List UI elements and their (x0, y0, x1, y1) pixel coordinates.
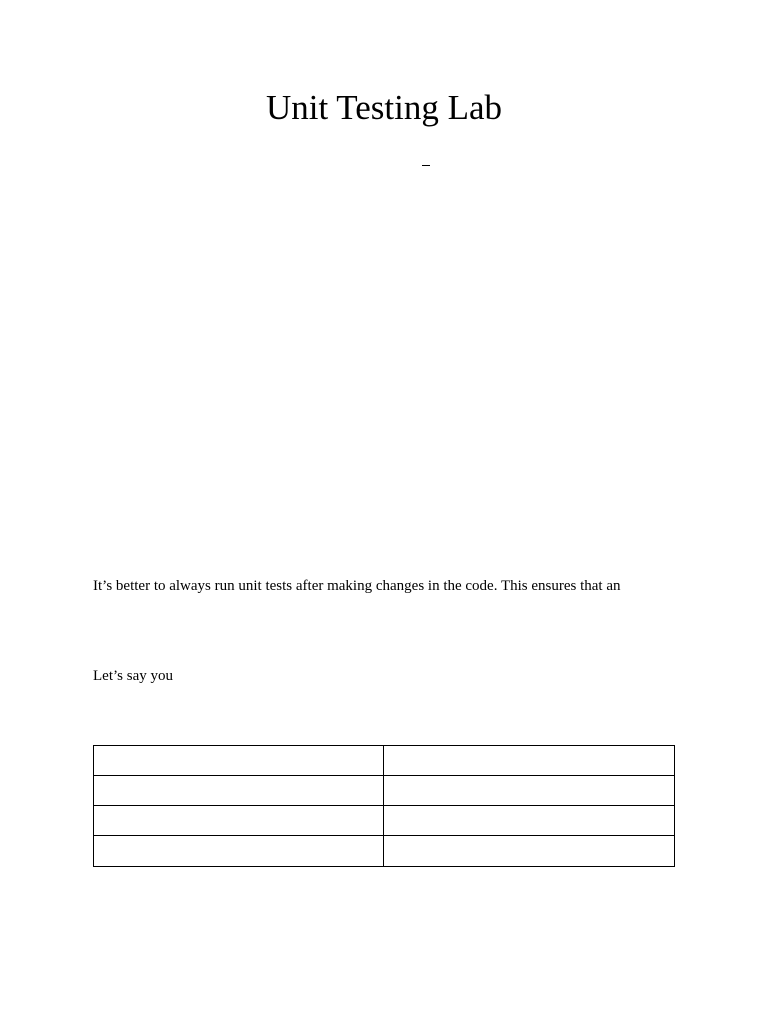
dash-mark (422, 165, 430, 166)
table-cell (94, 746, 384, 776)
table-cell (384, 776, 675, 806)
table-row (94, 776, 675, 806)
table-cell (94, 776, 384, 806)
table-cell (94, 836, 384, 867)
table-cell (384, 806, 675, 836)
document-title: Unit Testing Lab (265, 88, 503, 127)
table-row (94, 806, 675, 836)
table-row (94, 746, 675, 776)
paragraph-intro: It’s better to always run unit tests after making changes in the code. This ensures that an (93, 578, 621, 594)
table-cell (384, 746, 675, 776)
table-cell (384, 836, 675, 867)
paragraph-lets-say: Let’s say you (93, 668, 173, 684)
table-cell (94, 806, 384, 836)
table-row (94, 836, 675, 867)
empty-table (93, 745, 675, 867)
